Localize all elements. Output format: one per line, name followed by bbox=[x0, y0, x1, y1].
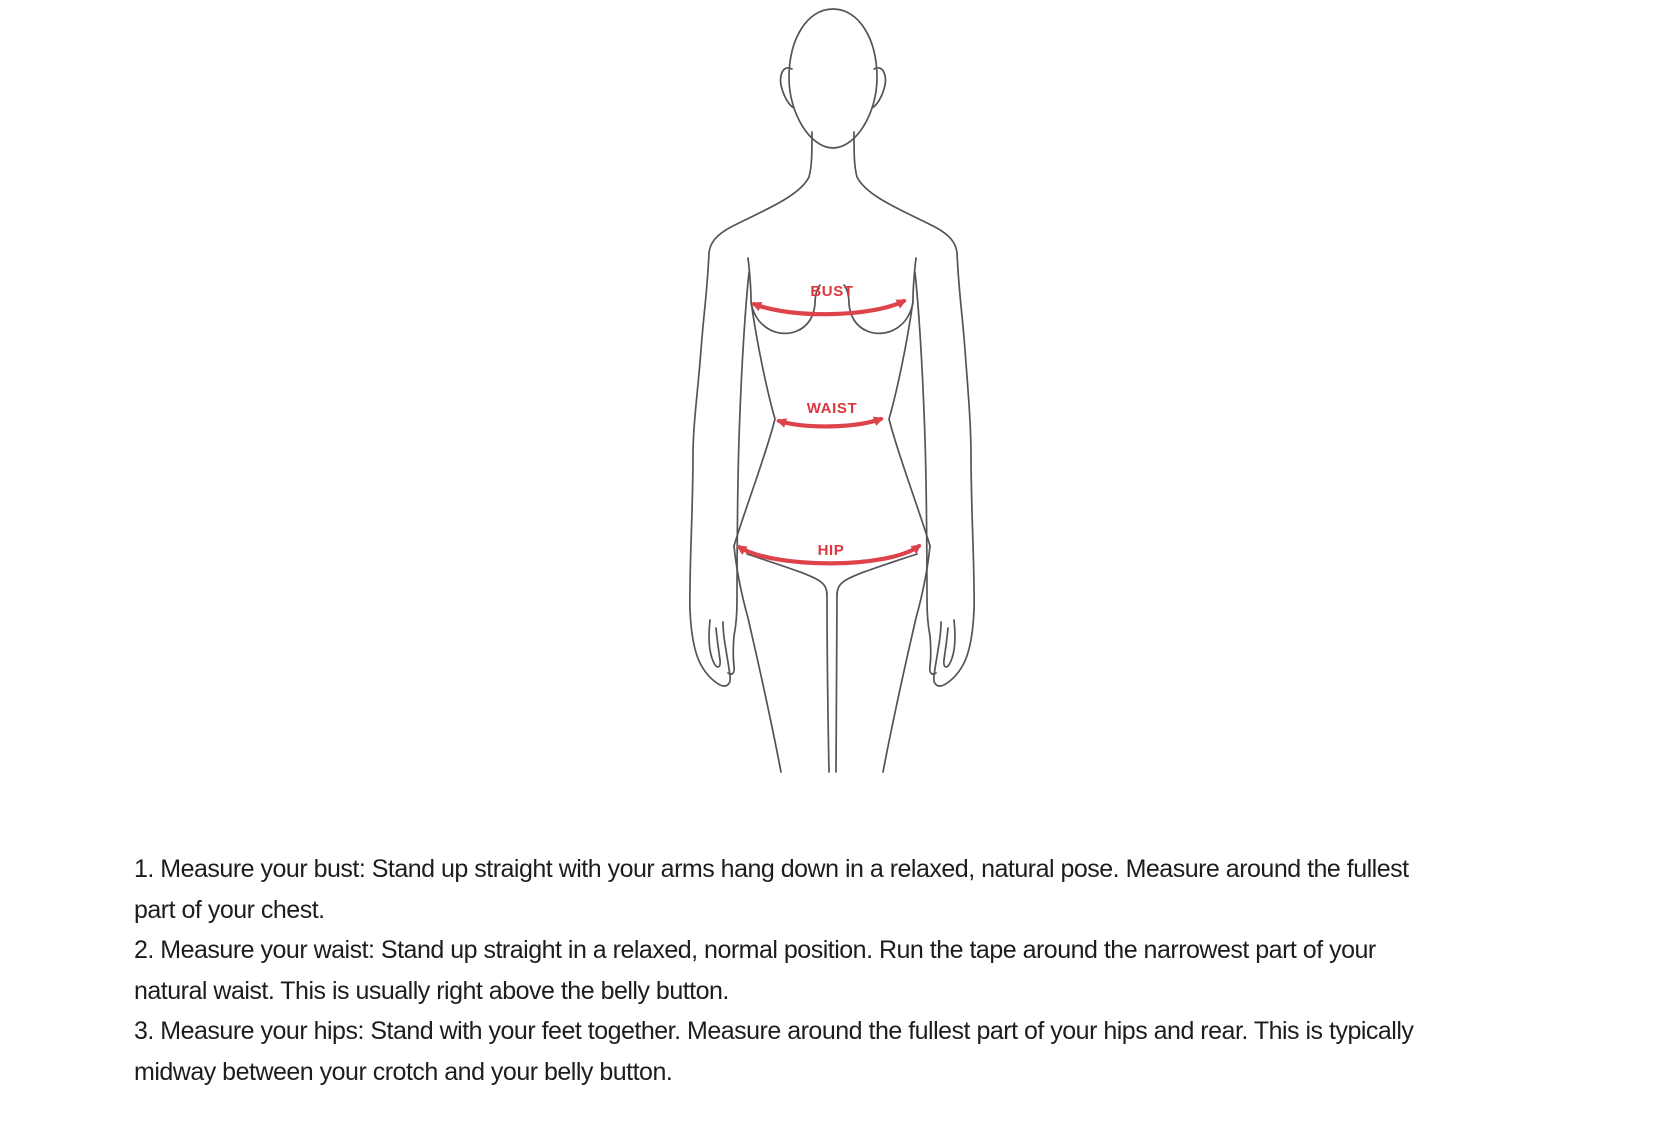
measurement-instructions bbox=[134, 849, 1554, 1092]
instruction-step-bust bbox=[134, 849, 1554, 930]
body-outline bbox=[690, 9, 974, 772]
head-outline bbox=[789, 9, 877, 148]
instruction-text: 2. Measure your waist: Stand up straight in a relaxed, normal position. Run the tape around the narrowest part of your bbox=[134, 936, 1376, 964]
bust-label: BUST bbox=[810, 283, 854, 300]
waist-label: WAIST bbox=[806, 400, 858, 417]
instruction-text: midway between your crotch and your belly button. bbox=[134, 1057, 673, 1086]
waist-measure-line bbox=[779, 419, 881, 426]
instruction-text: 1. Measure your bust: Stand up straight with your arms hang down in a relaxed, natural pose. Measure around the fullest bbox=[134, 855, 1409, 883]
instruction-step-hips bbox=[134, 1011, 1554, 1092]
female-figure-illustration bbox=[650, 0, 1020, 790]
instruction-step-waist bbox=[134, 930, 1554, 1011]
instruction-text: part of your chest. bbox=[134, 895, 325, 924]
body-measurement-diagram bbox=[650, 0, 1020, 790]
instruction-text: natural waist. This is usually right above the belly button. bbox=[134, 976, 729, 1005]
bust-measure-line bbox=[754, 301, 904, 314]
hip-label: HIP bbox=[817, 542, 845, 559]
instruction-text: 3. Measure your hips: Stand with your feet together. Measure around the fullest part of your hips and rear. This is typically bbox=[134, 1017, 1414, 1045]
